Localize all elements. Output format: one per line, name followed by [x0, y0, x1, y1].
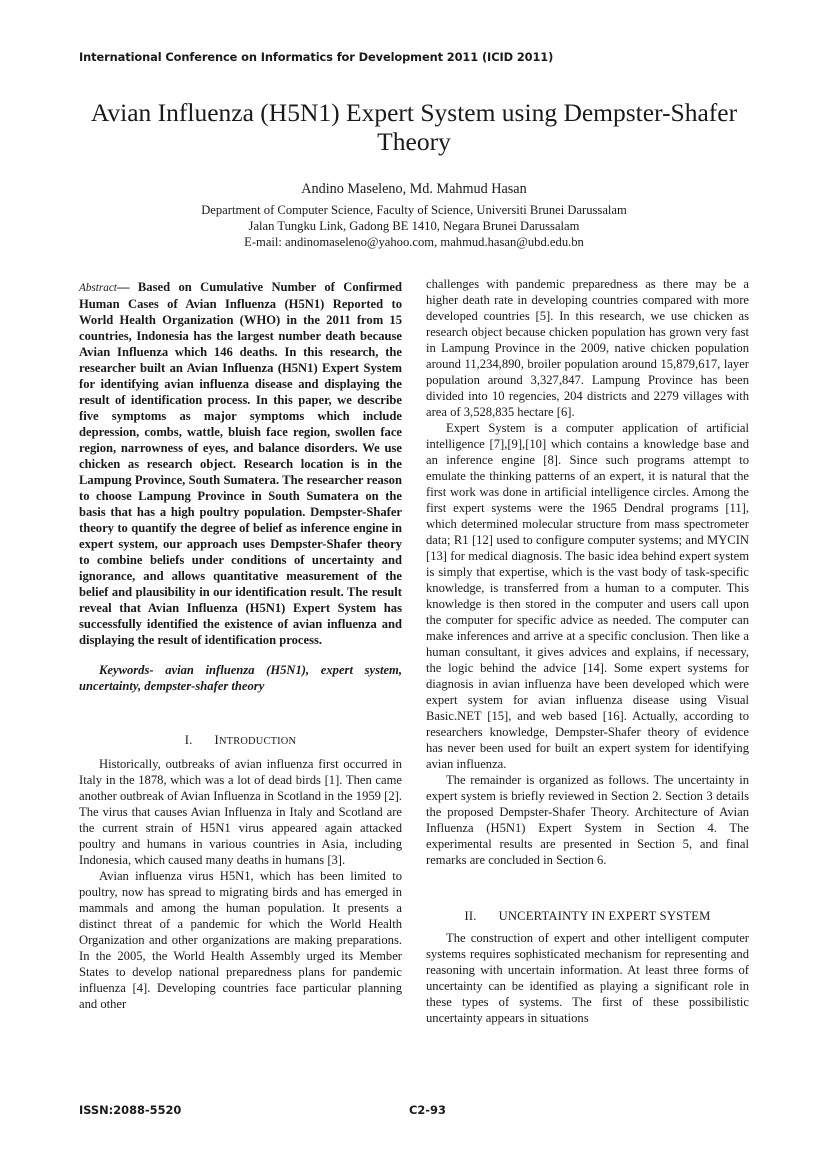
- title-line-2: Theory: [377, 127, 451, 156]
- intro-paragraph-3: Expert System is a computer application of artificial intelligence [7],[9],[10] which contains a knowledge base and an inference engine [8]. Since such programs attempt to emulate the thinking patterns of an expert, it is natural that the first work was done in artificial intelligence circles. Among the first expert systems were the 1965 Dendral programs [11], which determined molecular structure from mass spectrometer data; R1 [12] used to configure computer systems; and MYCIN [13] for medical diagnosis. The basic idea behind expert system is simply that expertise, which is the vast body of task-specific knowledge, is transferred from a human to a computer. This knowledge is then stored in the computer and users call upon the computer for specific advice as needed. The computer can make inferences and arrive at a specific conclusion. Then like a human consultant, it gives advices and explains, if necessary, the logic behind the advice [14]. Some expert systems for diagnosis in avian influenza have been developed which were expert system for avian influenza disease using Visual Basic.NET [15], and web based [16]. Actually, according to researchers knowledge, Dempster-Shafer theory of evidence has never been used for built an expert system for identifying avian influenza.: [426, 421, 749, 771]
- authors: Andino Maseleno, Md. Mahmud Hasan: [301, 181, 527, 197]
- section-number: I.: [184, 733, 193, 747]
- keywords: Keywords- avian influenza (H5N1), expert system, uncertainty, dempster-shafer theory: [79, 663, 402, 693]
- section-title-initial: I: [214, 733, 219, 747]
- intro-paragraph-1: Historically, outbreaks of avian influenza first occurred in Italy in the 1878, which was a lot of dead birds [1]. Then came another outbreak of Avian Influenza in Scotland in the 1959 [2]. The virus that causes Avian Influenza in Italy and Scotland are the current strain of H5N1 virus appeared again attacked poultry and humans in various countries in Asia, including Indonesia, which caused many deaths in humans [3].: [79, 757, 402, 867]
- left-column: [79, 279, 402, 1012]
- intro-paragraph-4: The remainder is organized as follows. The uncertainty in expert system is briefly reviewed in Section 2. Section 3 details the proposed Dempster-Shafer Theory. Architecture of Avian Influenza (H5N1) Expert System in Section 4. The experimental results are presented in Section 5, and final remarks are concluded in Section 6.: [426, 773, 749, 867]
- footer-issn: ISSN:2088-5520: [79, 1103, 182, 1117]
- abstract: [79, 279, 402, 648]
- affiliation: [40, 202, 788, 250]
- title-line-1: Avian Influenza (H5N1) Expert System using Dempster-Shafer: [90, 98, 738, 127]
- intro-paragraph-2: Avian influenza virus H5N1, which has been limited to poultry, now has spread to migrating birds and has emerged in mammals and among the human population. It presents a distinct threat of a pandemic for which the World Health Organization and other organizations are making preparations. In the 2005, the World Health Assembly urged its Member States to develop national preparedness plans for pandemic influenza [4]. Developing countries face particular planning and other: [79, 869, 402, 1011]
- intro-paragraph-continued: challenges with pandemic preparedness as there may be a higher death rate in developing countries compared with more developed countries [5]. In this research, we use chicken as research object because chicken population has grown very fast in Lampung Province in the 2009, native chicken population around 11,234,890, broiler population around 15,879,617, layer population around 3,327,847. Lampung Province has been divided into 10 regencies, 204 districts and 2279 villages with area of 3,528,835 hectare [6].: [426, 277, 749, 419]
- footer-page-number: C2-93: [409, 1103, 446, 1117]
- section-title-rest: NTRODUCTION: [218, 736, 297, 747]
- affiliation-address: Jalan Tungku Link, Gadong BE 1410, Negara Brunei Darussalam: [248, 219, 580, 233]
- section-heading-introduction: [79, 732, 402, 750]
- paper-title: [40, 98, 788, 156]
- affiliation-email: E-mail: andinomaseleno@yahoo.com, mahmud.hasan@ubd.edu.bn: [244, 235, 584, 249]
- right-column: [426, 276, 749, 1026]
- section-title: UNCERTAINTY IN EXPERT SYSTEM: [498, 909, 711, 923]
- abstract-text: — Based on Cumulative Number of Confirmed Human Cases of Avian Influenza (H5N1) Reported to World Health Organization (WHO) in the 2011 from 15 countries, Indonesia has the largest number death because Avian Influenza which 146 deaths. In this research, the researcher built an Avian Influenza (H5N1) Expert System for identifying avian influenza disease and displaying the result of identification process. In this paper, we describe five symptoms as major symptoms which include depression, combs, wattle, bluish face region, swollen face region, narrowness of eyes, and balance disorders. We use chicken as research object. Research location is in the Lampung Province, South Sumatera. The researcher reason to choose Lampung Province in South Sumatera on the basis that has a high poultry population. Dempster-Shafer theory to quantify the degree of belief as inference engine in expert system, our approach uses Dempster-Shafer theory to combine beliefs under conditions of uncertainty and ignorance, and allows quantitative measurement of the belief and plausibility in our identification result. The result reveal that Avian Influenza (H5N1) Expert System has successfully identified the existence of avian influenza and displaying the result of identification process.: [79, 280, 402, 647]
- section-heading-uncertainty: [426, 908, 749, 924]
- affiliation-department: Department of Computer Science, Faculty of Science, Universiti Brunei Darussalam: [201, 203, 627, 217]
- conference-header: International Conference on Informatics for Development 2011 (ICID 2011): [79, 50, 554, 64]
- abstract-label: Abstract: [79, 282, 117, 294]
- uncertainty-paragraph-1: The construction of expert and other intelligent computer systems requires sophisticated mechanism for representing and reasoning with uncertain information. At least three forms of uncertainty can be identified as playing a significant role in these types of systems. The first of these possibilistic uncertainty appears in situations: [426, 931, 749, 1025]
- section-number: II.: [464, 909, 477, 923]
